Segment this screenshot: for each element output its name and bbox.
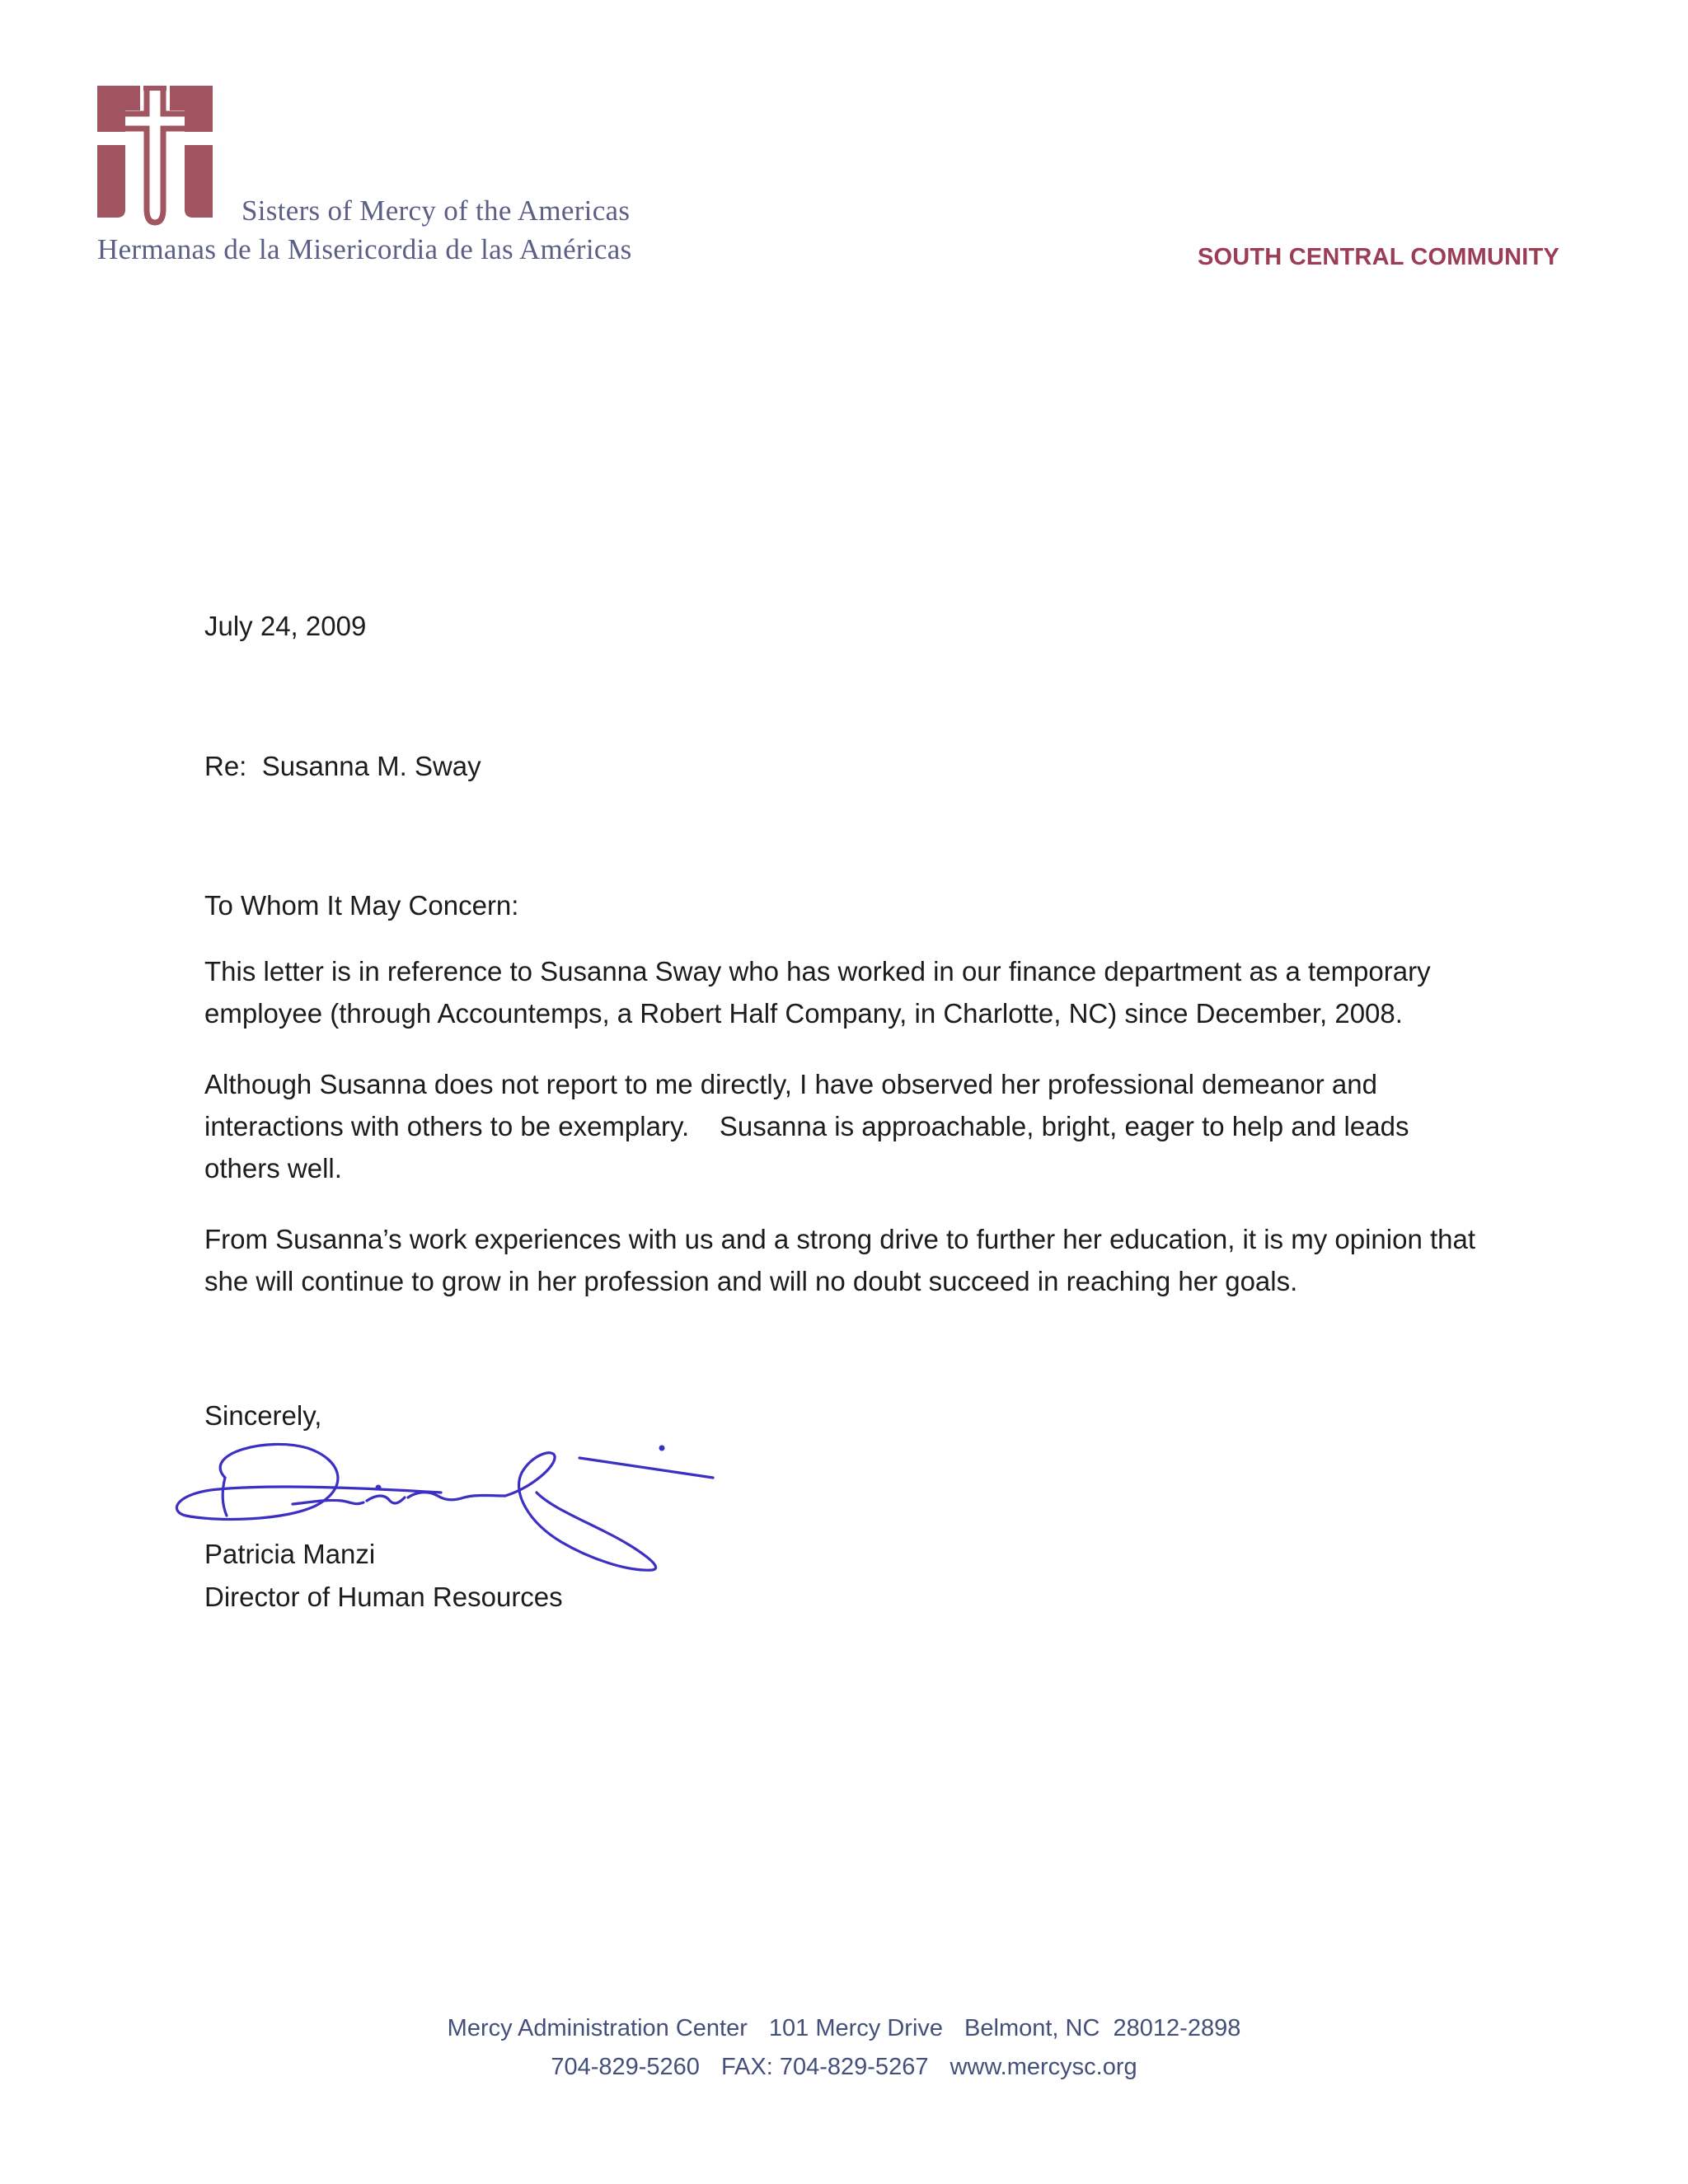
letter-closing: Sincerely, bbox=[204, 1400, 322, 1431]
letter-paragraph-1 bbox=[204, 950, 1490, 1034]
org-name-spanish: Hermanas de la Misericordia de las Américas bbox=[97, 233, 632, 265]
letter-subject: Re: Susanna M. Sway bbox=[204, 751, 481, 781]
signer-name: Patricia Manzi bbox=[204, 1539, 376, 1569]
footer-street: 101 Mercy Drive bbox=[768, 2015, 944, 2041]
footer-city: Belmont, NC 28012-2898 bbox=[964, 2015, 1241, 2041]
footer-address bbox=[0, 2015, 1688, 2042]
community-name: SOUTH CENTRAL COMMUNITY bbox=[1197, 244, 1559, 270]
letter-paragraph-2 bbox=[204, 1063, 1490, 1189]
cross-emblem-icon bbox=[97, 86, 213, 226]
footer-website-link[interactable]: www.mercysc.org bbox=[950, 2054, 1137, 2080]
letter-date: July 24, 2009 bbox=[204, 611, 367, 641]
footer-phone: 704-829-5260 bbox=[551, 2054, 700, 2080]
letter-paragraph-3 bbox=[204, 1218, 1490, 1302]
signer-title: Director of Human Resources bbox=[204, 1582, 563, 1612]
paragraph-text: This letter is in reference to Susanna Sway who has worked in our finance department as a temporary employee (through Accountemps, a Robert Half Company, in Charlotte, NC) since December, 2008. bbox=[204, 956, 1431, 1029]
org-name-english: Sisters of Mercy of the Americas bbox=[241, 194, 631, 227]
footer-contact bbox=[0, 2054, 1688, 2081]
letter-salutation: To Whom It May Concern: bbox=[204, 890, 519, 921]
footer-fax: FAX: 704-829-5267 bbox=[720, 2054, 929, 2080]
paragraph-text: Although Susanna does not report to me directly, I have observed her professional demeanor and interactions with others to be exemplary. Susanna is approachable, bright, eager to help and leads others well. bbox=[204, 1069, 1417, 1183]
paragraph-text: From Susanna’s work experiences with us and a strong drive to further her education, it is my opinion that she will continue to grow in her profession and will no doubt succeed in reaching her goals. bbox=[204, 1224, 1476, 1296]
footer-center-name: Mercy Administration Center bbox=[447, 2015, 748, 2041]
